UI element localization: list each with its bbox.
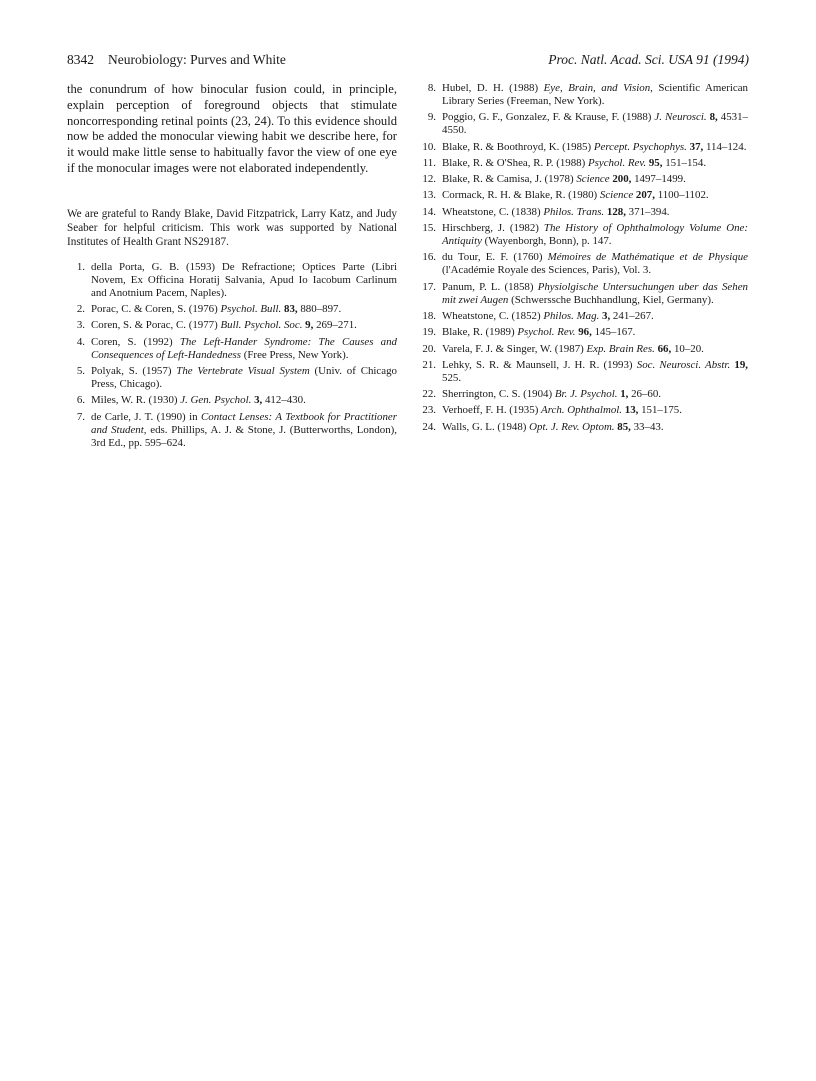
reference-item	[418, 251, 748, 277]
reference-volume: 85,	[617, 420, 631, 433]
reference-source: The History of Ophthalmology Volume One: Antiquity	[442, 222, 748, 248]
reference-number: 10 .	[418, 141, 436, 154]
reference-pages: 1497–1499.	[631, 173, 686, 186]
reference-number: 2 .	[67, 303, 85, 316]
running-title: Neurobiology: Purves and White	[108, 52, 286, 67]
journal-citation: Proc. Natl. Acad. Sci. USA 91 (1994)	[548, 52, 749, 67]
reference-source: J. Gen. Psychol.	[180, 394, 252, 407]
reference-pages: Scientific American Library Series (Freeman, New York).	[442, 82, 748, 107]
reference-pages: 525.	[442, 371, 462, 384]
reference-text: Blake, R. & O'Shea, R. P. (1988)	[442, 156, 588, 169]
reference-pages: (Univ. of Chicago Press, Chicago).	[91, 364, 397, 390]
reference-source: Br. J. Psychol.	[554, 388, 618, 401]
reference-item	[418, 82, 748, 108]
reference-text: Poggio, G. F., Gonzalez, F. & Krause, F. (1988)	[442, 111, 655, 124]
reference-volume: 13,	[624, 404, 639, 417]
reference-number: 7 .	[67, 411, 85, 424]
reference-pages: (Free Press, New York).	[241, 348, 349, 361]
reference-source: Mémoires de Mathématique et de Physique	[547, 251, 748, 264]
reference-source: Psychol. Rev.	[587, 156, 647, 169]
reference-volume: 200,	[612, 173, 632, 186]
reference-text: Wheatstone, C. (1838)	[442, 205, 544, 218]
reference-number: 13 .	[418, 189, 436, 202]
reference-volume: 83,	[284, 303, 298, 316]
reference-number: 9 .	[418, 111, 436, 124]
running-header	[67, 52, 749, 70]
reference-text: Coren, S. (1992)	[91, 335, 180, 348]
reference-text: Hubel, D. H. (1988)	[442, 82, 544, 94]
reference-pages: 114–124.	[703, 140, 747, 153]
reference-pages: 10–20.	[671, 342, 704, 355]
reference-pages: (l'Académie Royale des Sciences, Paris), Vol. 3.	[442, 264, 652, 277]
reference-item	[418, 189, 748, 202]
reference-source: Philos. Mag.	[543, 309, 600, 322]
reference-item	[418, 111, 748, 137]
reference-item	[418, 388, 748, 401]
reference-pages: 26–60.	[628, 388, 662, 401]
reference-item	[67, 336, 397, 362]
reference-volume: 9,	[305, 319, 314, 332]
reference-number: 1 .	[67, 261, 85, 274]
reference-source: Psychol. Rev.	[517, 326, 576, 339]
reference-source: Soc. Neurosci. Abstr.	[636, 358, 731, 371]
reference-source: Science	[599, 189, 634, 202]
reference-number: 18 .	[418, 310, 436, 323]
reference-item	[418, 157, 748, 170]
reference-pages: 145–167.	[591, 326, 636, 339]
reference-text: Coren, S. & Porac, C. (1977)	[91, 319, 221, 332]
reference-number: 16 .	[418, 251, 436, 264]
reference-number: 3 .	[67, 319, 85, 332]
body-paragraph: the conundrum of how binocular fusion could, in principle, explain perception of foreground objects that stimulate noncorresponding retinal points (23, 24). To this evidence should now be added the monocular viewing habit we describe here, for it would make little sense to habitually favor the view of one eye if the monocular images were not elaborated independently.	[67, 82, 397, 175]
reference-pages: 412–430.	[262, 394, 306, 407]
reference-number: 22 .	[418, 388, 436, 401]
reference-number: 5 .	[67, 365, 85, 378]
reference-volume: 8,	[709, 111, 718, 124]
reference-item	[418, 404, 748, 417]
reference-volume: 37,	[689, 140, 704, 153]
reference-volume: 1,	[620, 388, 629, 401]
reference-source: Contact Lenses: A Textbook for Practitioner and Student,	[91, 410, 397, 436]
reference-number: 11 .	[418, 157, 436, 170]
reference-volume: 95,	[648, 156, 663, 169]
reference-source: J. Neurosci.	[654, 111, 707, 124]
reference-number: 15 .	[418, 222, 436, 235]
reference-text: Blake, R. & Boothroyd, K. (1985)	[442, 140, 594, 153]
reference-text: du Tour, E. F. (1760)	[442, 251, 548, 264]
reference-source: Psychol. Bull.	[220, 303, 282, 316]
reference-number: 14 .	[418, 206, 436, 219]
reference-item	[418, 310, 748, 323]
header-left	[67, 52, 286, 68]
reference-text: Blake, R. & Camisa, J. (1978)	[442, 173, 577, 186]
reference-item	[418, 173, 748, 186]
reference-number: 8 .	[418, 82, 436, 95]
reference-pages: 241–267.	[610, 309, 654, 322]
reference-number: 21 .	[418, 359, 436, 372]
reference-text: Hirschberg, J. (1982)	[442, 222, 544, 235]
reference-text: Walls, G. L. (1948)	[442, 420, 530, 433]
reference-text: Varela, F. J. & Singer, W. (1987)	[442, 342, 587, 355]
reference-text: Polyak, S. (1957)	[91, 364, 177, 377]
reference-pages: 371–394.	[625, 205, 670, 218]
reference-number: 20 .	[418, 343, 436, 356]
reference-item	[418, 326, 748, 339]
reference-number: 4 .	[67, 336, 85, 349]
right-column	[418, 82, 748, 437]
reference-pages: 151–154.	[662, 156, 707, 169]
reference-text: Lehky, S. R. & Maunsell, J. H. R. (1993)	[442, 358, 637, 371]
reference-source: Opt. J. Rev. Optom.	[529, 420, 615, 433]
reference-item	[418, 141, 748, 154]
reference-text: Blake, R. (1989)	[442, 326, 518, 339]
reference-pages: 1100–1102.	[654, 189, 709, 202]
reference-pages: 880–897.	[297, 303, 342, 316]
reference-number: 24 .	[418, 421, 436, 434]
reference-source: Eye, Brain, and Vision,	[543, 82, 653, 94]
reference-pages: 4531–4550.	[442, 111, 748, 137]
reference-item	[67, 365, 397, 391]
reference-source: Bull. Psychol. Soc.	[220, 319, 303, 332]
reference-number: 12 .	[418, 173, 436, 186]
reference-text: Wheatstone, C. (1852)	[442, 309, 544, 322]
reference-source: Arch. Ophthalmol.	[541, 404, 623, 417]
reference-source: Physiolgische Untersuchungen uber das Sehen mit zwei Augen	[442, 280, 748, 306]
reference-source: Percept. Psychophys.	[593, 140, 687, 153]
reference-source: The Vertebrate Visual System	[176, 364, 310, 377]
reference-volume: 66,	[657, 342, 672, 355]
reference-text: della Porta, G. B. (1593) De Refractione; Optices Parte (Libri Novem, Ex Officina Horatij Salvania, Apud Io Iacobum Carlinum and Anotnium Pacem, Naples).	[91, 260, 397, 299]
reference-text: Miles, W. R. (1930)	[91, 394, 181, 407]
reference-list-right	[418, 82, 748, 434]
acknowledgment: We are grateful to Randy Blake, David Fitzpatrick, Larry Katz, and Judy Seaber for helpful criticism. This work was supported by National Institutes of Health Grant NS29187.	[67, 207, 397, 248]
reference-volume: 3,	[602, 309, 611, 322]
reference-volume: 19,	[734, 358, 749, 371]
reference-source: Science	[576, 173, 610, 186]
reference-text: de Carle, J. T. (1990) in	[91, 410, 201, 423]
reference-volume: 128,	[606, 205, 626, 218]
reference-item	[418, 343, 748, 356]
reference-text: Panum, P. L. (1858)	[442, 280, 538, 293]
reference-text: Sherrington, C. S. (1904)	[442, 388, 555, 401]
reference-item	[67, 303, 397, 316]
reference-pages: eds. Phillips, A. J. & Stone, J. (Butterworths, London), 3rd Ed., pp. 595–624.	[91, 423, 398, 449]
reference-source: Exp. Brain Res.	[586, 342, 655, 355]
reference-item	[67, 394, 397, 407]
reference-text: Verhoeff, F. H. (1935)	[442, 404, 542, 417]
reference-number: 6 .	[67, 394, 85, 407]
reference-pages: 269–271.	[313, 319, 357, 332]
reference-pages: 151–175.	[638, 404, 682, 417]
reference-item	[67, 319, 397, 332]
reference-text: Cormack, R. H. & Blake, R. (1980)	[442, 189, 600, 202]
reference-pages: (Wayenborgh, Bonn), p. 147.	[481, 235, 612, 248]
reference-item	[418, 206, 748, 219]
reference-volume: 96,	[578, 326, 592, 339]
reference-item	[418, 359, 748, 385]
reference-pages: 33–43.	[630, 420, 664, 433]
reference-pages: (Schwerssche Buchhandlung, Kiel, Germany).	[508, 293, 714, 306]
reference-item	[418, 421, 748, 434]
reference-number: 23 .	[418, 404, 436, 417]
reference-volume: 3,	[254, 394, 263, 407]
left-column	[67, 82, 397, 453]
reference-item	[67, 411, 397, 450]
reference-item	[418, 222, 748, 248]
reference-source: Philos. Trans.	[543, 205, 605, 218]
reference-source: The Left-Hander Syndrome: The Causes and Consequences of Left-Handedness	[91, 335, 397, 361]
reference-list-left	[67, 261, 397, 450]
reference-number: 17 .	[418, 281, 436, 294]
reference-text: Porac, C. & Coren, S. (1976)	[91, 303, 221, 316]
page-number: 8342	[67, 52, 94, 67]
reference-item	[67, 261, 397, 300]
reference-item	[418, 281, 748, 307]
reference-number: 19 .	[418, 326, 436, 339]
reference-volume: 207,	[635, 189, 655, 202]
